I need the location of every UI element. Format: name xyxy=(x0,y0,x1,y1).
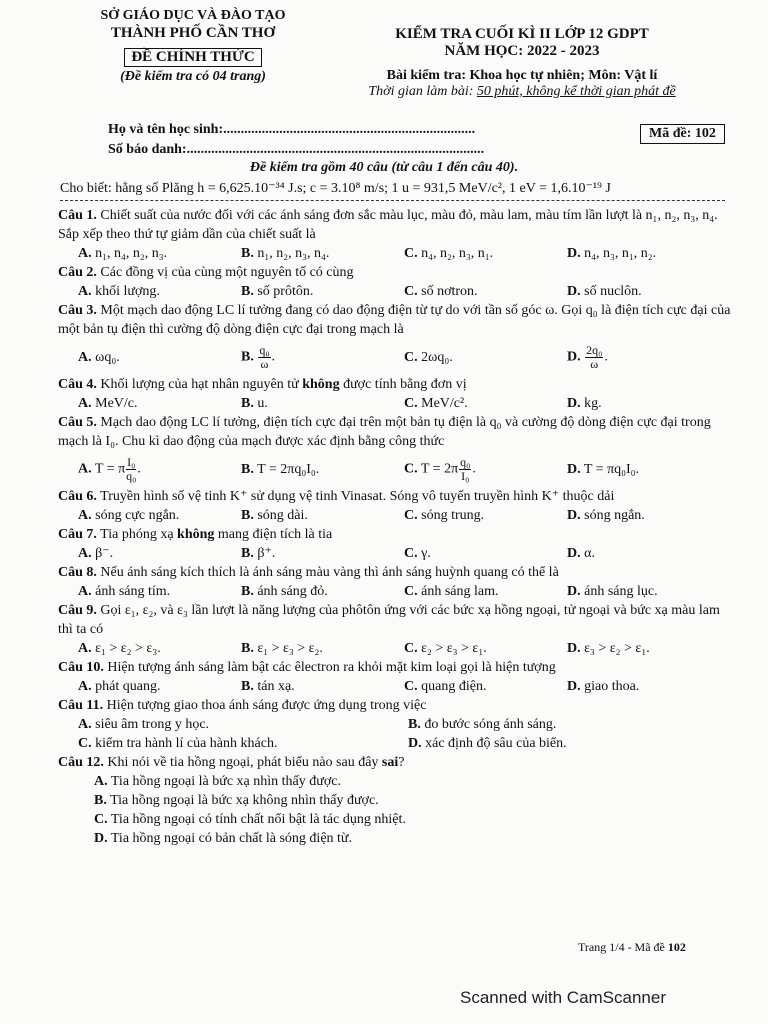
option-a[interactable]: A. MeV/c. xyxy=(78,396,138,411)
option-b[interactable]: B. $\frac{\text{q₀}}{\omega}$ . xyxy=(241,342,276,371)
option-d[interactable]: D. n₄, n₃, n₁, n₂. xyxy=(567,246,657,261)
question-list xyxy=(58,206,738,848)
question-number: Câu 4. xyxy=(58,377,97,392)
option-d[interactable]: D. T = πq₀I₀. xyxy=(567,461,640,477)
emphasis: sai xyxy=(381,755,399,770)
question-12: Câu 12. Khi nói về tia hồng ngoại, phát biểu nào sau đây sai? A. Tia hồng ngoại là bức xạ nhìn thấy được. B. Tia hồng ngoại là bức xạ không nhìn thấy được. C. Tia hồng ngoại có tính chất nổi bật là tác dụng nhiệt. D. Tia hồng ngoại có bản chất là sóng điện từ. xyxy=(58,753,738,848)
answer-options-row-2 xyxy=(58,734,738,753)
option-b[interactable]: B. sóng dài. xyxy=(241,508,308,523)
question-7: Câu 7. Tia phóng xạ không mang điện tích là tia A. β⁻. B. β⁺. C. γ. D. α. xyxy=(58,525,738,563)
option-b[interactable]: B. số prôtôn. xyxy=(241,284,314,299)
question-number: Câu 8. xyxy=(58,565,97,580)
question-3 xyxy=(58,301,738,375)
pages-note: (Đề kiểm tra có 04 trang) xyxy=(120,69,266,84)
time-prefix: Thời gian làm bài: xyxy=(368,84,477,99)
option-c[interactable]: C. số nơtron. xyxy=(404,284,478,299)
option-d[interactable]: D. xác định độ sâu của biển. xyxy=(408,736,567,751)
option-c[interactable]: C. Tia hồng ngoại có tính chất nổi bật là tác dụng nhiệt. xyxy=(94,812,406,827)
answer-options xyxy=(58,506,738,525)
option-c[interactable]: C. quang điện. xyxy=(404,679,487,694)
option-a[interactable]: A. sóng cực ngắn. xyxy=(78,508,180,523)
answer-options xyxy=(58,339,738,375)
option-b[interactable]: B. n₁, n₂, n₃, n₄. xyxy=(241,246,330,261)
exam-title: KIỂM TRA CUỐI KÌ II LỚP 12 GDPT xyxy=(395,26,649,42)
option-d[interactable]: D. ε₃ > ε₂ > ε₁. xyxy=(567,641,650,656)
answer-options xyxy=(58,451,738,487)
option-a[interactable]: A. ánh sáng tím. xyxy=(78,584,171,599)
option-d[interactable]: D. ánh sáng lục. xyxy=(567,584,658,599)
option-d[interactable]: D. giao thoa. xyxy=(567,679,640,694)
question-10 xyxy=(58,658,738,696)
school-year: NĂM HỌC: 2022 - 2023 xyxy=(444,43,600,59)
option-b[interactable]: B. ε₁ > ε₃ > ε₂. xyxy=(241,641,323,656)
question-number: Câu 7. xyxy=(58,527,97,542)
option-a[interactable]: A. ε₁ > ε₂ > ε₃. xyxy=(78,641,161,656)
option-a[interactable]: A. β⁻. xyxy=(78,546,114,561)
fraction: $\frac{\text{q₀}}{\omega}$ xyxy=(259,342,270,371)
answer-options xyxy=(58,582,738,601)
question-9 xyxy=(58,601,738,658)
header-left xyxy=(78,8,308,85)
fraction: $\frac{\text{q₀}}{\text{I₀}}$ xyxy=(460,454,471,483)
option-d[interactable]: D. sóng ngắn. xyxy=(567,508,645,523)
student-id-label: Số báo danh: xyxy=(108,142,187,157)
question-number: Câu 10. xyxy=(58,660,104,675)
answer-options-row-1 xyxy=(58,715,738,734)
question-6 xyxy=(58,487,738,525)
option-d[interactable]: D. Tia hồng ngoại có bản chất là sóng điện từ. xyxy=(94,831,353,846)
emphasis: không xyxy=(177,527,215,542)
option-d[interactable]: D. số nuclôn. xyxy=(567,284,642,299)
option-a[interactable]: A. phát quang. xyxy=(78,679,161,694)
question-text: Gọi ε₁, ε₂, và ε₃ lần lượt là năng lượng của phôtôn ứng với các bức xạ hồng ngoại, tử ngoại và bức xạ màu lam thì ta có xyxy=(58,603,720,637)
question-2 xyxy=(58,263,738,301)
department-name: SỞ GIÁO DỤC VÀ ĐÀO TẠO xyxy=(100,8,286,23)
option-c[interactable]: C. ánh sáng lam. xyxy=(404,584,499,599)
footer-code: 102 xyxy=(667,940,686,954)
question-number: Câu 11. xyxy=(58,698,104,713)
page-footer xyxy=(578,940,686,955)
question-4: Câu 4. Khối lượng của hạt nhân nguyên tử không được tính bằng đơn vị A. MeV/c. B. u. C. MeV/c². D. kg. xyxy=(58,375,738,413)
question-text: Hiện tượng ánh sáng làm bật các êlectron ra khỏi mặt kim loại gọi là hiện tượng xyxy=(103,660,556,675)
option-c[interactable]: C. γ. xyxy=(404,546,431,561)
official-badge: ĐỀ CHÍNH THỨC xyxy=(124,48,261,67)
question-number: Câu 1. xyxy=(58,208,97,223)
physical-constants: Cho biết: hằng số Plăng h = 6,625.10⁻³⁴ J.s; c = 3.10⁸ m/s; 1 u = 931,5 MeV/c², 1 eV = 1,6.10⁻¹⁹ J xyxy=(60,181,611,196)
question-number: Câu 6. xyxy=(58,489,97,504)
fraction: $\frac{\text{I₀}}{\text{q₀}}$ xyxy=(126,454,137,483)
option-d[interactable]: D. kg. xyxy=(567,396,602,411)
header-right xyxy=(322,26,722,100)
question-text: Nếu ánh sáng kích thích là ánh sáng màu vàng thì ánh sáng huỳnh quang có thể là xyxy=(96,565,559,580)
option-b[interactable]: B. β⁺. xyxy=(241,546,276,561)
student-name-field[interactable]: ........................................................................ xyxy=(223,122,476,137)
option-c[interactable]: C. T = 2π $\frac{\text{q₀}}{\text{I₀}}$ . xyxy=(404,454,476,483)
option-c[interactable]: C. sóng trung. xyxy=(404,508,485,523)
divider xyxy=(60,200,725,201)
option-d[interactable]: D. α. xyxy=(567,546,595,561)
question-1 xyxy=(58,206,738,263)
question-5 xyxy=(58,413,738,487)
option-a[interactable]: A. Tia hồng ngoại là bức xạ nhìn thấy được. xyxy=(94,774,341,789)
option-b[interactable]: B. u. xyxy=(241,396,268,411)
page-number: Trang 1/4 - Mã đề xyxy=(578,940,668,954)
question-text: Mạch dao động LC lí tưởng, điện tích cực đại trên một bản tụ điện là q₀ và cường độ dòng điện cực đại trong mạch là I₀. Chu kì dao động của mạch được xác định bằng công thức xyxy=(58,415,711,449)
emphasis: không xyxy=(302,377,340,392)
time-value: 50 phút, không kể thời gian phát đề xyxy=(476,84,676,99)
option-c[interactable]: C. 2ωq₀. xyxy=(404,349,453,365)
question-number: Câu 5. xyxy=(58,415,97,430)
option-c[interactable]: C. MeV/c². xyxy=(404,396,468,411)
subject-line: Bài kiểm tra: Khoa học tự nhiên; Môn: Vật lí xyxy=(386,68,658,83)
answer-options xyxy=(58,639,738,658)
option-c[interactable]: C. kiểm tra hành lí của hành khách. xyxy=(78,736,278,751)
option-c[interactable]: C. n₄, n₂, n₃, n₁. xyxy=(404,246,494,261)
answer-options xyxy=(58,282,738,301)
answer-options xyxy=(58,677,738,696)
question-number: Câu 12. xyxy=(58,755,104,770)
option-a[interactable]: A. T = π $\frac{\text{I₀}}{\text{q₀}}$ . xyxy=(78,454,141,483)
exam-code-box: Mã đề: 102 xyxy=(640,124,725,144)
question-text: Truyền hình số vệ tinh K⁺ sử dụng vệ tinh Vinasat. Sóng vô tuyến truyền hình K⁺ thuộc dải xyxy=(96,489,615,504)
option-a[interactable]: A. n₁, n₄, n₂, n₃. xyxy=(78,246,168,261)
answer-options xyxy=(58,544,738,563)
student-id-field[interactable]: ..................................................................................... xyxy=(186,142,485,157)
option-b[interactable]: B. Tia hồng ngoại là bức xạ không nhìn thấy được. xyxy=(94,793,379,808)
student-info xyxy=(108,120,484,160)
question-11 xyxy=(58,696,738,753)
option-b[interactable]: B. T = 2πq₀I₀. xyxy=(241,461,320,477)
question-text: Các đồng vị của cùng một nguyên tố có cùng xyxy=(96,265,354,280)
student-name-label: Họ và tên học sinh: xyxy=(108,122,224,137)
scanner-watermark: Scanned with CamScanner xyxy=(460,988,667,1007)
question-text: Hiện tượng giao thoa ánh sáng được ứng dụng trong việc xyxy=(103,698,427,713)
time-line xyxy=(322,84,722,100)
question-number: Câu 3. xyxy=(58,303,97,318)
question-text: Một mạch dao động LC lí tưởng đang có dao động điện từ tự do với tần số góc ω. Gọi q₀ là điện tích cực đại của một bản tụ điện thì cường độ dòng điện cực đại trong mạch là xyxy=(58,303,731,337)
question-number: Câu 9. xyxy=(58,603,97,618)
option-a[interactable]: A. siêu âm trong y học. xyxy=(78,717,210,732)
answer-options xyxy=(58,772,738,848)
option-b[interactable]: B. tán xạ. xyxy=(241,679,295,694)
option-a[interactable]: A. khối lượng. xyxy=(78,284,160,299)
answer-options xyxy=(58,244,738,263)
option-a[interactable]: A. ωq₀. xyxy=(78,349,120,365)
option-c[interactable]: C. ε₂ > ε₃ > ε₁. xyxy=(404,641,487,656)
question-8 xyxy=(58,563,738,601)
fraction: $\frac{\text{2q₀}}{\omega}$ xyxy=(586,342,603,371)
question-number: Câu 2. xyxy=(58,265,97,280)
exam-subtitle: Đề kiểm tra gồm 40 câu (từ câu 1 đến câu 40). xyxy=(249,160,519,175)
question-text: Chiết suất của nước đối với các ánh sáng đơn sắc màu lục, màu đỏ, màu lam, màu tím lần lượt là n₁, n₂, n₃, n₄. Sắp xếp theo thứ tự giảm dần của chiết suất là xyxy=(58,208,718,242)
option-d[interactable]: D. $\frac{\text{2q₀}}{\omega}$ . xyxy=(567,342,608,371)
option-b[interactable]: B. đo bước sóng ánh sáng. xyxy=(408,717,557,732)
city-name: THÀNH PHỐ CẦN THƠ xyxy=(110,25,276,41)
option-b[interactable]: B. ánh sáng đỏ. xyxy=(241,584,328,599)
answer-options xyxy=(58,394,738,413)
